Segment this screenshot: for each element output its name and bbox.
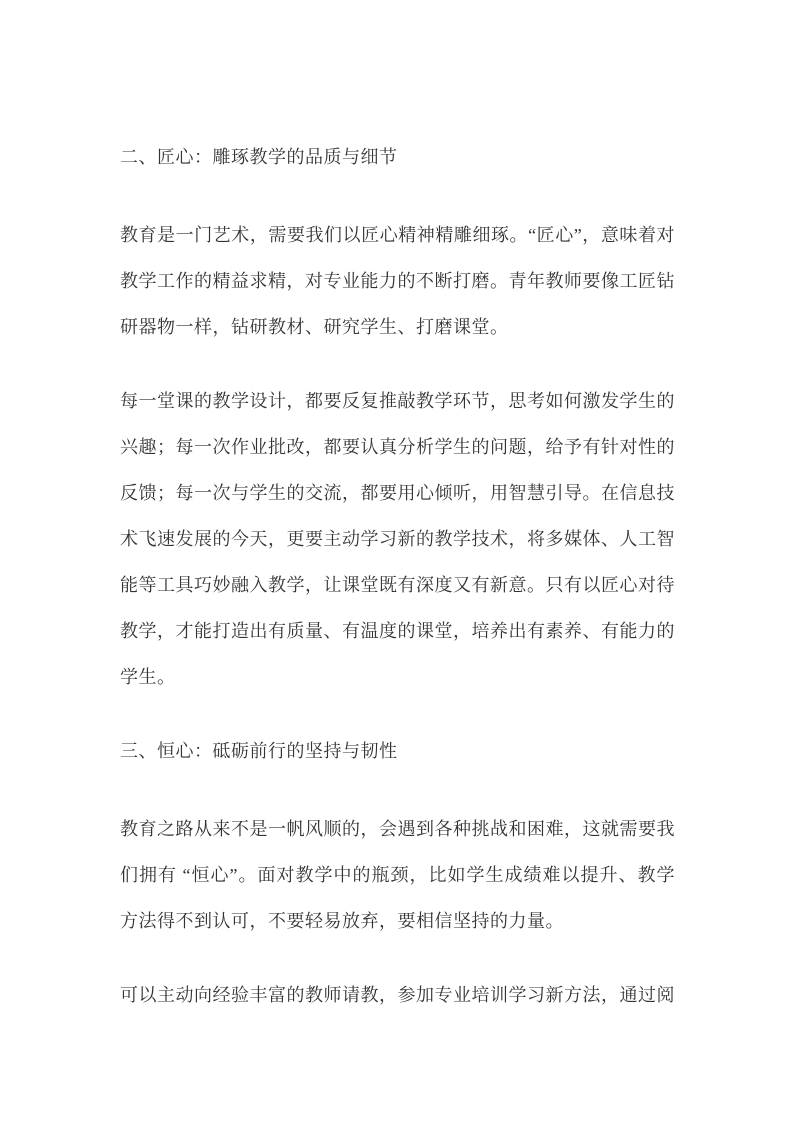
section-heading: 三、恒心：砥砺前行的坚持与韧性 bbox=[120, 741, 398, 761]
paragraph: 可以主动向经验丰富的教师请教，参加专业培训学习新方法，通过阅 bbox=[120, 985, 675, 1005]
document-content bbox=[120, 134, 675, 1018]
paragraph: 教育之路从来不是一帆风顺的，会遇到各种挑战和困难，这就需要我们拥有 “恒心”。面对教学中的瓶颈，比如学生成绩难以提升、教学方法得不到认可，不要轻易放弃，要相信坚持的力量。 bbox=[120, 819, 675, 931]
paragraph: 教育是一门艺术，需要我们以匠心精神精雕细琢。“匠心”，意味着对教学工作的精益求精，对专业能力的不断打磨。青年教师要像工匠钻研器物一样，钻研教材、研究学生、打磨课堂。 bbox=[120, 225, 675, 337]
section-heading: 二、匠心：雕琢教学的品质与细节 bbox=[120, 147, 398, 167]
paragraph: 每一堂课的教学设计，都要反复推敲教学环节，思考如何激发学生的兴趣；每一次作业批改，都要认真分析学生的问题，给予有针对性的反馈；每一次与学生的交流，都要用心倾听，用智慧引导。在信息技术飞速发展的今天，更要主动学习新的教学技术，将多媒体、人工智能等工具巧妙融入教学，让课堂既有深度又有新意。只有以匠心对待教学，才能打造出有质量、有温度的课堂，培养出有素养、有能力的学生。 bbox=[120, 391, 675, 687]
